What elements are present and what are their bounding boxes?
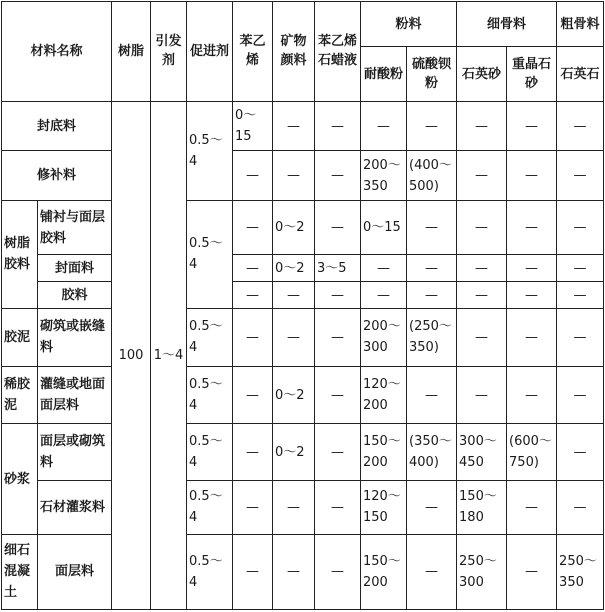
row-label: 面层料: [38, 534, 112, 609]
cell-dash: —: [407, 200, 457, 255]
cell-value: 0～15: [361, 200, 407, 255]
table-row: [2, 101, 604, 150]
row-label: 铺衬与面层胶料: [38, 200, 112, 255]
cell-dash: —: [315, 481, 361, 535]
header-fine-aggregate: 细骨料: [457, 2, 557, 47]
cell-dash: —: [233, 200, 273, 255]
cell-dash: —: [361, 282, 407, 309]
header-accelerator: 促进剂: [187, 2, 233, 102]
cell-dash: —: [233, 309, 273, 367]
accelerator-value: 0.5～4: [187, 200, 233, 308]
cell-dash: —: [361, 101, 407, 150]
cell-dash: —: [457, 101, 507, 150]
cell-value: 0～2: [273, 366, 315, 424]
row-label: 面层或砌筑料: [38, 424, 112, 481]
cell-dash: —: [457, 282, 507, 309]
cell-value: (400～500): [407, 151, 457, 200]
cell-dash: —: [233, 151, 273, 200]
cell-dash: —: [507, 101, 557, 150]
cell-dash: —: [557, 309, 604, 367]
table-row: [2, 282, 604, 309]
cell-dash: —: [557, 255, 604, 282]
cell-dash: —: [507, 481, 557, 535]
cell-dash: —: [315, 424, 361, 481]
cell-value: 120～150: [361, 481, 407, 535]
header-initiator: 引发剂: [151, 2, 187, 102]
row-group-label: 砂浆: [2, 424, 38, 534]
row-group-label: 稀胶泥: [2, 366, 38, 424]
cell-dash: —: [233, 534, 273, 609]
cell-value: 0～2: [273, 255, 315, 282]
cell-dash: —: [407, 481, 457, 535]
cell-dash: —: [507, 366, 557, 424]
cell-value: 200～300: [361, 309, 407, 367]
cell-dash: —: [507, 534, 557, 609]
row-group-label: 细石混凝土: [2, 534, 38, 609]
cell-dash: —: [315, 282, 361, 309]
cell-value: 150～200: [361, 424, 407, 481]
cell-dash: —: [407, 282, 457, 309]
cell-value: 150～200: [361, 534, 407, 609]
accelerator-value: 0.5～4: [187, 366, 233, 424]
header-styrene-paraffin: 苯乙烯石蜡液: [315, 2, 361, 102]
cell-dash: —: [407, 366, 457, 424]
cell-dash: —: [315, 309, 361, 367]
cell-value: 0～2: [273, 200, 315, 255]
header-material-name: 材料名称: [2, 2, 112, 102]
cell-dash: —: [507, 282, 557, 309]
cell-value: 150～180: [457, 481, 507, 535]
cell-dash: —: [273, 101, 315, 150]
cell-dash: —: [457, 366, 507, 424]
header-acid-resistant-powder: 耐酸粉: [361, 47, 407, 102]
cell-value: 3～5: [315, 255, 361, 282]
header-barium-sulfate-powder: 硫酸钡粉: [407, 47, 457, 102]
cell-dash: —: [557, 101, 604, 150]
header-quartz-stone: 石英石: [557, 47, 604, 102]
initiator-value: 1～4: [151, 101, 187, 609]
cell-dash: —: [273, 151, 315, 200]
cell-dash: —: [557, 151, 604, 200]
header-styrene: 苯乙烯: [233, 2, 273, 102]
cell-dash: —: [233, 366, 273, 424]
table-row: [2, 309, 604, 367]
cell-dash: —: [233, 424, 273, 481]
table-row: [2, 424, 604, 481]
resin-mix-proportion-table: [1, 1, 604, 610]
cell-value: 300～450: [457, 424, 507, 481]
cell-dash: —: [315, 200, 361, 255]
cell-dash: —: [507, 255, 557, 282]
table-row: [2, 534, 604, 609]
header-coarse-aggregate: 粗骨料: [557, 2, 604, 47]
row-group-label: 胶泥: [2, 309, 38, 367]
cell-dash: —: [407, 255, 457, 282]
cell-dash: —: [407, 534, 457, 609]
cell-dash: —: [273, 282, 315, 309]
row-label: 修补料: [2, 151, 112, 200]
cell-dash: —: [315, 101, 361, 150]
cell-dash: —: [233, 481, 273, 535]
cell-dash: —: [315, 151, 361, 200]
cell-dash: —: [407, 101, 457, 150]
cell-dash: —: [557, 481, 604, 535]
cell-dash: —: [361, 255, 407, 282]
accelerator-value: 0.5～4: [187, 534, 233, 609]
table-row: [2, 481, 604, 535]
row-label: 石材灌浆料: [38, 481, 112, 535]
cell-dash: —: [507, 200, 557, 255]
cell-dash: —: [457, 151, 507, 200]
header-row-1: [2, 2, 604, 47]
header-mineral-pigment: 矿物颜料: [273, 2, 315, 102]
accelerator-value: 0.5～4: [187, 101, 233, 200]
cell-dash: —: [507, 309, 557, 367]
table-row: [2, 366, 604, 424]
row-label: 砌筑或嵌缝料: [38, 309, 112, 367]
cell-dash: —: [507, 151, 557, 200]
row-label: 灌缝或地面面层料: [38, 366, 112, 424]
cell-dash: —: [457, 309, 507, 367]
row-label: 封面料: [38, 255, 112, 282]
row-label: 胶料: [38, 282, 112, 309]
table-row: [2, 200, 604, 255]
cell-dash: —: [457, 200, 507, 255]
cell-dash: —: [557, 200, 604, 255]
row-label: 封底料: [2, 101, 112, 150]
row-group-label: 树脂胶料: [2, 200, 38, 308]
cell-dash: —: [457, 255, 507, 282]
cell-value: (250～350): [407, 309, 457, 367]
cell-value: (600～750): [507, 424, 557, 481]
header-resin: 树脂: [112, 2, 151, 102]
cell-value: (350～400): [407, 424, 457, 481]
cell-dash: —: [557, 282, 604, 309]
cell-value: 250～300: [457, 534, 507, 609]
cell-value: 120～200: [361, 366, 407, 424]
table-row: [2, 255, 604, 282]
cell-dash: —: [273, 309, 315, 367]
header-powder: 粉料: [361, 2, 457, 47]
cell-value: 250～350: [557, 534, 604, 609]
cell-value: 200～350: [361, 151, 407, 200]
cell-dash: —: [557, 366, 604, 424]
cell-value: 0～2: [273, 424, 315, 481]
accelerator-value: 0.5～4: [187, 481, 233, 535]
accelerator-value: 0.5～4: [187, 309, 233, 367]
cell-value: 0～15: [233, 101, 273, 150]
header-quartz-sand: 石英砂: [457, 47, 507, 102]
accelerator-value: 0.5～4: [187, 424, 233, 481]
header-barite-sand: 重晶石砂: [507, 47, 557, 102]
cell-dash: —: [315, 366, 361, 424]
cell-dash: —: [273, 534, 315, 609]
resin-value: 100: [112, 101, 151, 609]
cell-dash: —: [273, 481, 315, 535]
cell-dash: —: [233, 255, 273, 282]
cell-dash: —: [315, 534, 361, 609]
table-row: [2, 151, 604, 200]
cell-dash: —: [557, 424, 604, 481]
cell-dash: —: [233, 282, 273, 309]
